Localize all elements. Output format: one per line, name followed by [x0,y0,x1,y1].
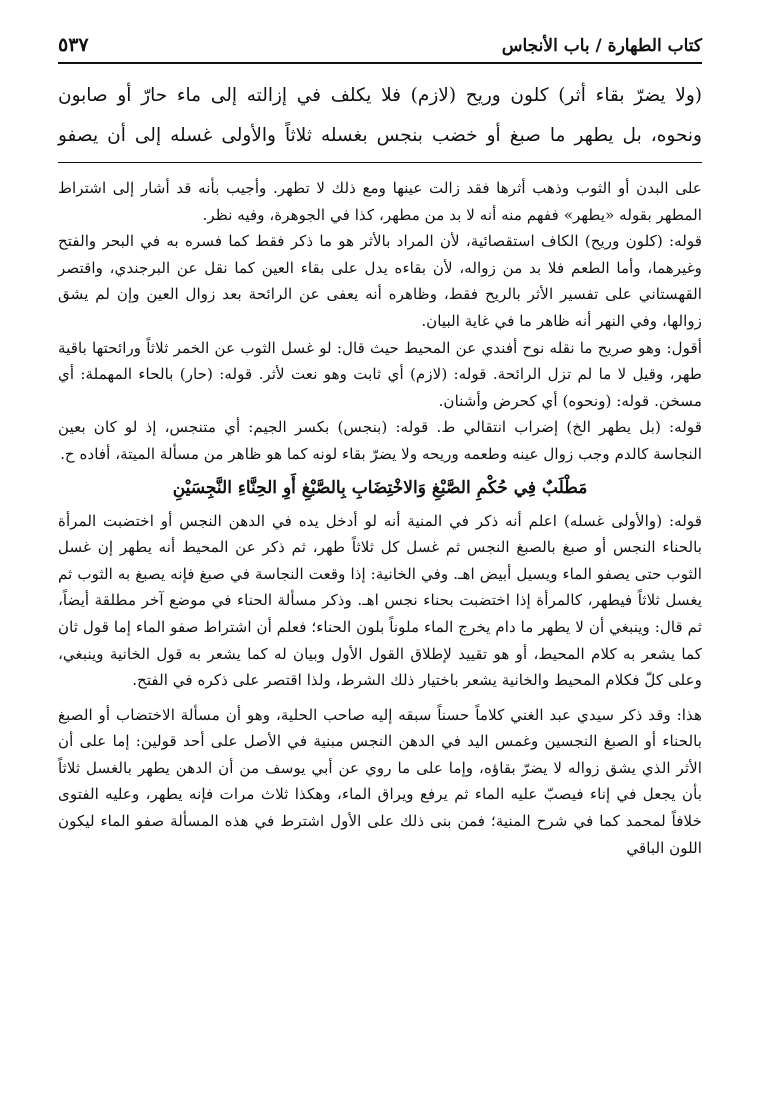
commentary-paragraph-3: أقول: وهو صريح ما نقله نوح أفندي عن المحيط حيث قال: لو غسل الثوب عن الخمر ثلاثاً ورائحتها باقية طهر، وقيل لا ما لم تزل الرائحة. قوله: (لازم) أي ثابت وهو نعت لأثر. قوله: (حار) بالحاء المهملة: أي مسخن. قوله: (ونحوه) أي كحرض وأشنان. [58,338,702,410]
commentary [58,175,702,861]
main-text-line-2: ونحوه، بل يطهر ما صبغ أو خضب بنجس بغسله ثلاثاً والأولى غسله إلى أن يصفو [58,125,702,146]
section-heading: مَطْلَبٌ فِي حُكْمِ الصَّبْغِ وَالاخْتِضَابِ بِالصَّبْغِ أَوِ الحِنَّاءِ النَّجِسَيْنِ [172,477,588,498]
main-text-line-1: (ولا يضرّ بقاء أثر) كلون وريح (لازم) فلا يكلف في إزالته إلى ماء حارّ أو صابون [58,85,702,106]
page-header [58,30,702,64]
page-number: ٥٣٧ [58,34,89,56]
commentary-paragraph-1: على البدن أو الثوب وذهب أثرها فقد زالت عينها ومع ذلك لا تطهر. وأجيب بأنه قد أشار إلى اشتراط المطهر بقوله «يطهر» ففهم منه أنه لا بد من مطهر، كذا في الجوهرة، وفيه نظر. [58,179,702,224]
commentary-paragraph-4: قوله: (بل يطهر الخ) إضراب انتقالي ط. قوله: (بنجس) بكسر الجيم: أي متنجس، إذ لو كان بعين النجاسة كالدم وجب زوال عينه وطعمه وريحه ولا يضرّ بقاء لونه كما هو ظاهر من مسألة الميتة، أفاده ح. [58,418,702,463]
book-page [58,30,702,1101]
commentary-paragraph-2: قوله: (كلون وريح) الكاف استقصائية، لأن المراد بالأثر هو ما ذكر فقط كما فسره به في البحر والفتح وغيرهما، وأما الطعم فلا بد من زواله، لأن بقاءه يدل على بقاء العين كما نقل عن البرجندي، واقتصر القهستاني على تفسير الأثر بالريح فقط، وظاهره أنه يعفى عن الرائحة بعد زوال العين وإن لم يشق زوالها، وفي النهر أنه ظاهر ما في غاية البيان. [58,232,702,330]
running-title: كتاب الطهارة / باب الأنجاس [501,36,702,56]
commentary-paragraph-6: هذا: وقد ذكر سيدي عبد الغني كلاماً حسناً سبقه إليه صاحب الحلية، وهو أن مسألة الاختضاب أو الصبغ بالحناء أو الصبغ النجسين وغمس اليد في الدهن النجس مبنية في الأصل على أحد قولين: إما على أن الأثر الذي يشق زواله لا يضرّ بقاؤه، وإما على ما روي عن أبي يوسف من أن الدهن يطهر بالغسل ثلاثاً بأن يجعل في إناء فيصبّ عليه الماء ثم يرفع ويراق الماء، وهكذا ثلاث مرات فإنه يطهر، وعليه الفتوى خلافاً لمحمد كما في شرح المنية؛ فمن بنى ذلك على الأول اشترط في هذه المسألة صفو الماء ليكون اللون الباقي [58,705,702,857]
paragraph-gap [58,694,702,702]
commentary-paragraph-5: قوله: (والأولى غسله) اعلم أنه ذكر في المنية أنه لو أدخل يده في الدهن النجس أو اختضبت المرأة بالحناء النجس أو صبغ بالصبغ النجس ثم غسل كل ثلاثاً طهر، ثم ذكر عن المحيط أنه يطهر إن غسل الثوب حتى يصفو الماء ويسيل أبيض اهـ. وفي الخانية: إذا وقعت النجاسة في صبغ فإنه يصبغ به الثوب ثم يغسل ثلاثاً فيطهر، كالمرأة إذا اختضبت بحناء نجس اهـ. وذكر مسألة الحناء في موضع آخر مطلقة أيضاً، ثم قال: وينبغي أن لا يطهر ما دام يخرج الماء ملوناً بلون الحناء؛ فعلم أن اشتراط صفو الماء إما قول ثان كما يشعر به كلام المحيط، أو هو تقييد لإطلاق القول الأول وبيان له كما يشعر به قول الخانية وينبغي، وعلى كلّ فكلام المحيط والخانية يشعر باختيار ذلك الشرط، ولذا اقتصر على ذكره في الفتح. [58,511,702,690]
main-text [58,76,702,163]
